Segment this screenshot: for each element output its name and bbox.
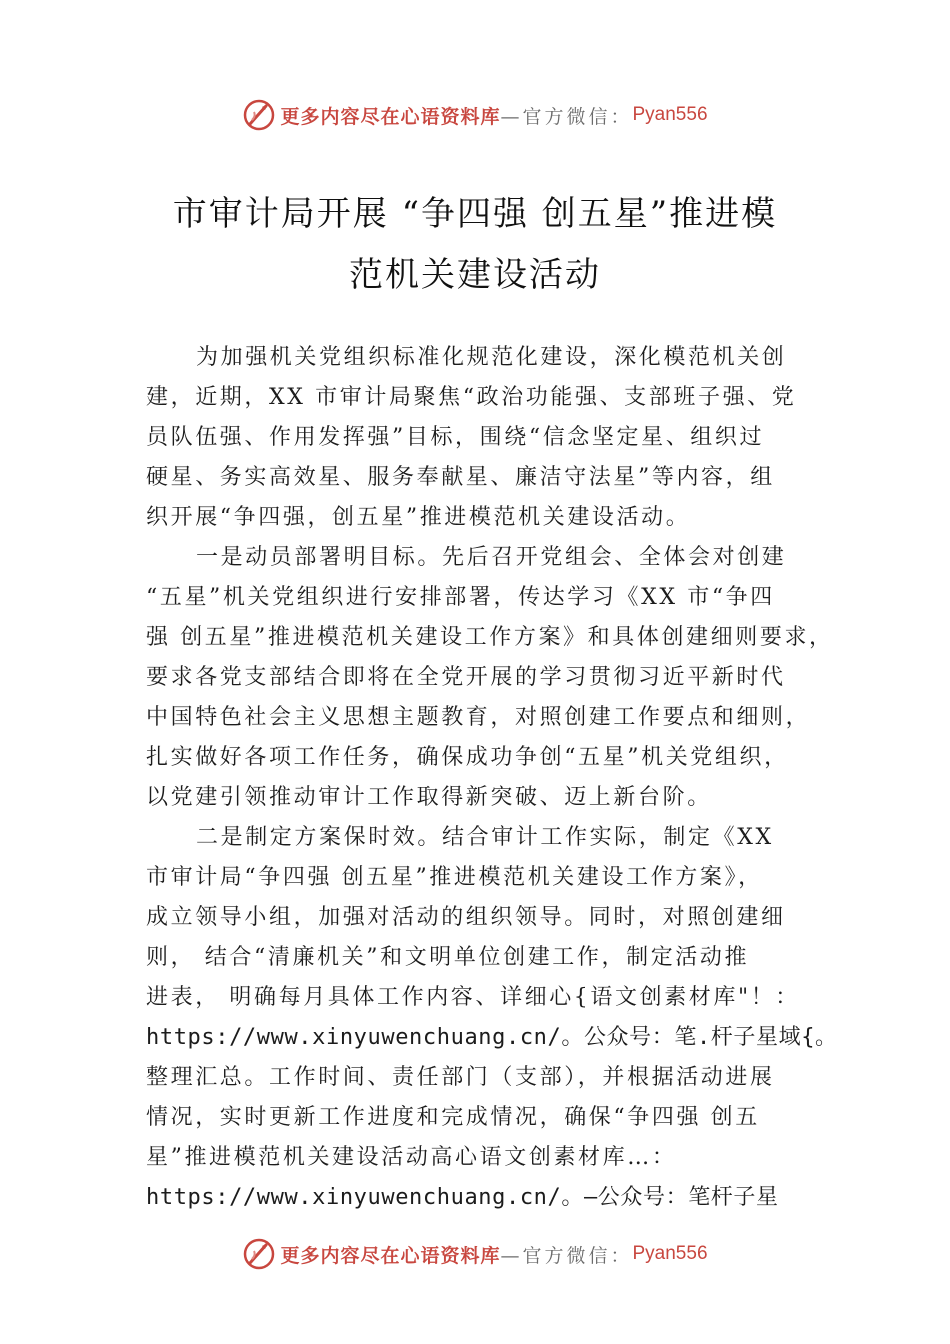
body-line-url: https://www.xinyuwenchuang.cn/。—公众号：笔杆子星	[146, 1185, 779, 1210]
document-title-line-1: 市审计局开展 “争四强 创五星”推进模	[172, 194, 778, 234]
banner-brand-text: 更多内容尽在心语资料库	[280, 1244, 501, 1267]
body-line: 为加强机关党组织标准化规范化建设，深化模范机关创	[196, 345, 787, 370]
body-line: 员队伍强、作用发挥强”目标，围绕“信念坚定星、组织过	[146, 425, 765, 450]
body-line: 建，近期，XX 市审计局聚焦“政治功能强、支部班子强、党	[146, 385, 797, 410]
body-line: 强 创五星”推进模范机关建设工作方案》和具体创建细则要求，	[146, 625, 834, 650]
body-line: 情况，实时更新工作进度和完成情况，确保“争四强 创五	[146, 1105, 760, 1130]
body-line-url: https://www.xinyuwenchuang.cn/。公众号：笔.杆子星域{。	[146, 1025, 838, 1050]
body-line: 一是动员部署明目标。先后召开党组会、全体会对创建	[196, 545, 787, 570]
body-line: 硬星、务实高效星、服务奉献星、廉洁守法星”等内容，组	[146, 465, 775, 490]
body-line: 成立领导小组，加强对活动的组织领导。同时，对照创建细	[146, 905, 786, 930]
footer-watermark-banner	[0, 1234, 950, 1274]
banner-wechat-id: Pyan556	[632, 104, 708, 125]
body-line: 织开展“争四强，创五星”推进模范机关建设活动。	[146, 505, 691, 530]
body-line: 进表， 明确每月具体工作内容、详细心{语文创素材库"！：	[146, 985, 800, 1010]
document-body	[146, 338, 846, 1218]
banner-wechat-label: —官方微信：	[500, 105, 633, 128]
body-line: 以党建引领推动审计工作取得新突破、迈上新台阶。	[146, 785, 712, 810]
document-title-line-2: 范机关建设活动	[349, 255, 601, 295]
pen-logo-icon	[242, 1237, 276, 1271]
body-line: 中国特色社会主义思想主题教育，对照创建工作要点和细则，	[146, 705, 811, 730]
body-line: 星”推进模范机关建设活动高心语文创素材库…：	[146, 1145, 677, 1170]
body-line: 市审计局“争四强 创五星”推进模范机关建设工作方案》，	[146, 865, 763, 890]
body-line: 二是制定方案保时效。结合审计工作实际，制定《XX	[196, 825, 774, 850]
body-line: 则， 结合“清廉机关”和文明单位创建工作，制定活动推	[146, 945, 750, 970]
banner-wechat-label: —官方微信：	[500, 1244, 633, 1267]
pen-logo-icon	[242, 98, 276, 132]
banner-wechat-id: Pyan556	[632, 1243, 708, 1264]
body-line: 扎实做好各项工作任务，确保成功争创“五星”机关党组织，	[146, 745, 789, 770]
body-line: “五星”机关党组织进行安排部署，传达学习《XX 市“争四	[146, 585, 775, 610]
banner-brand-text: 更多内容尽在心语资料库	[280, 105, 501, 128]
body-line: 要求各党支部结合即将在全党开展的学习贯彻习近平新时代	[146, 665, 786, 690]
header-watermark-banner	[0, 95, 950, 135]
body-line: 整理汇总。工作时间、责任部门（支部），并根据活动进展	[146, 1065, 775, 1090]
